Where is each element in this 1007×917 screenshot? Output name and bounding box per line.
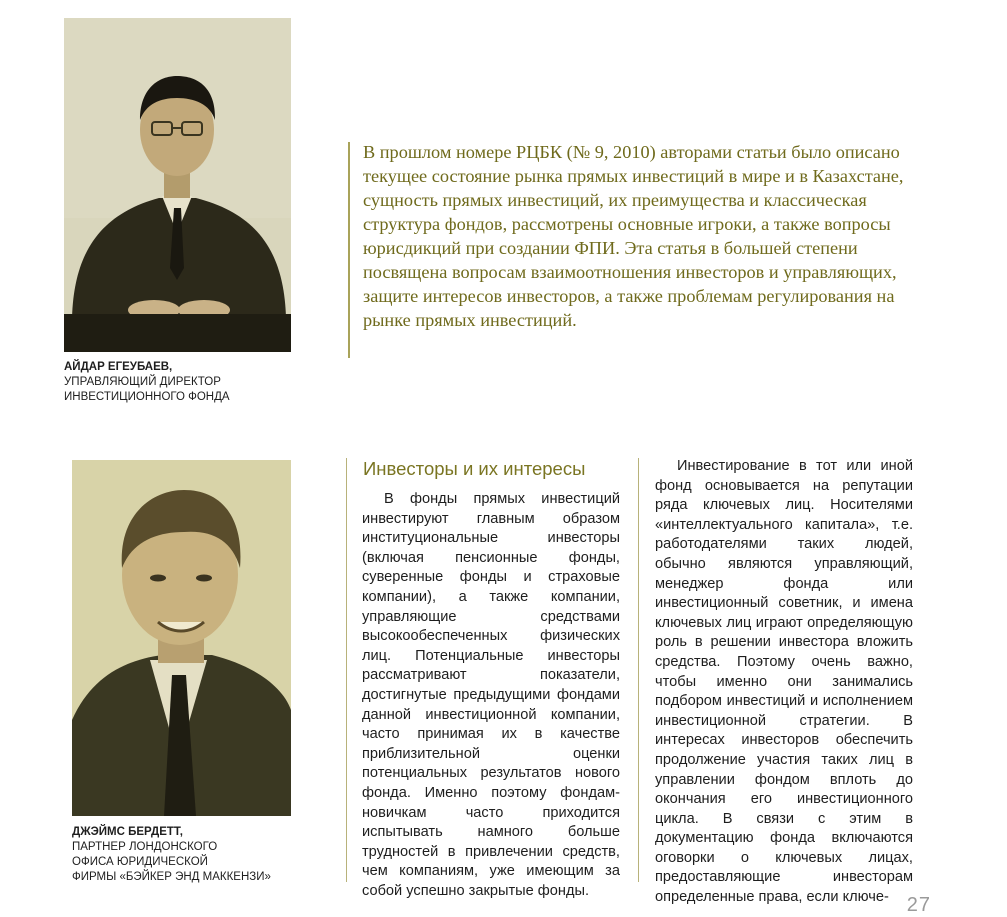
person-role-line: ФИРМЫ «БЭЙКЕР ЭНД МАККЕНЗИ»	[72, 871, 271, 883]
person-role-line: УПРАВЛЯЮЩИЙ ДИРЕКТОР	[64, 376, 221, 388]
page-number: 27	[906, 894, 931, 916]
photo-caption-egeubaev	[64, 360, 304, 405]
section-heading: Инвесторы и их интересы	[363, 458, 586, 479]
person-name: АЙДАР ЕГЕУБАЕВ,	[64, 361, 173, 373]
person-role-line: ПАРТНЕР ЛОНДОНСКОГО	[72, 841, 218, 853]
person-role-line: ОФИСА ЮРИДИЧЕСКОЙ	[72, 856, 208, 868]
portrait-photo-egeubaev	[64, 18, 291, 352]
person-role-line: ИНВЕСТИЦИОННОГО ФОНДА	[64, 391, 230, 403]
person-name: ДЖЭЙМС БЕРДЕТТ,	[72, 826, 183, 838]
portrait-photo-berdett	[72, 460, 291, 816]
body-paragraph: Инвестирование в тот или иной фонд основывается на репутации ряда ключевых лиц. Носителями «интеллектуального капитала», т.е. работодателями таких людей, обычно являются управляющий, менеджер фонда или инвестиционный советник, и имена ключевых лиц играют определяющую роль в решении инвестора вложить средства. Поэтому очень важно, чтобы именно они занимались подбором инвестиций и исполнением инвестиционной стратегии. В интересах инвесторов обеспечить продолжение участия таких лиц в управлении фондом вплоть до окончания его инвестиционного цикла. В связи с этим в документацию фонда включаются оговорки о ключевых лицах, предоставляющие инвесторам определенные права, если ключе-	[655, 458, 913, 906]
body-column-2	[655, 457, 913, 908]
photo-caption-berdett	[72, 825, 312, 885]
column-divider	[638, 458, 639, 882]
column-divider	[346, 458, 347, 882]
body-paragraph: В фонды прямых инвестиций инвестируют главным образом институциональные инвесторы (включая пенсионные фонды, суверенные фонды и страховые компании), а также компании, управляющие средствами высокообеспеченных физических лиц. Потенциальные инвесторы рассматривают показатели, достигнутые предыдущими фондами данной инвестиционной компании, часто принимая их в качестве приблизительной оценки потенциальных результатов нового фонда. Именно поэтому фондам-новичкам часто приходится испытывать намного больше трудностей в привлечении средств, чем компаниям, уже имеющим за собой успешно закрытые фонды.	[362, 491, 620, 899]
lead-paragraph	[363, 140, 923, 332]
lead-accent-bar	[348, 142, 350, 358]
lead-text: В прошлом номере РЦБК (№ 9, 2010) авторами статьи было описано текущее состояние рынка прямых инвестиций в мире и в Казахстане, сущность прямых инвестиций, их преимущества и классическая структура фондов, рассмотрены основные игроки, а также вопросы юрисдикций при создании ФПИ. Эта статья в большей степени посвящена вопросам взаимоотношения инвесторов и управляющих, защите интересов инвесторов, а также проблемам регулирования на рынке прямых инвестиций.	[363, 142, 904, 330]
body-column-1	[362, 490, 620, 901]
